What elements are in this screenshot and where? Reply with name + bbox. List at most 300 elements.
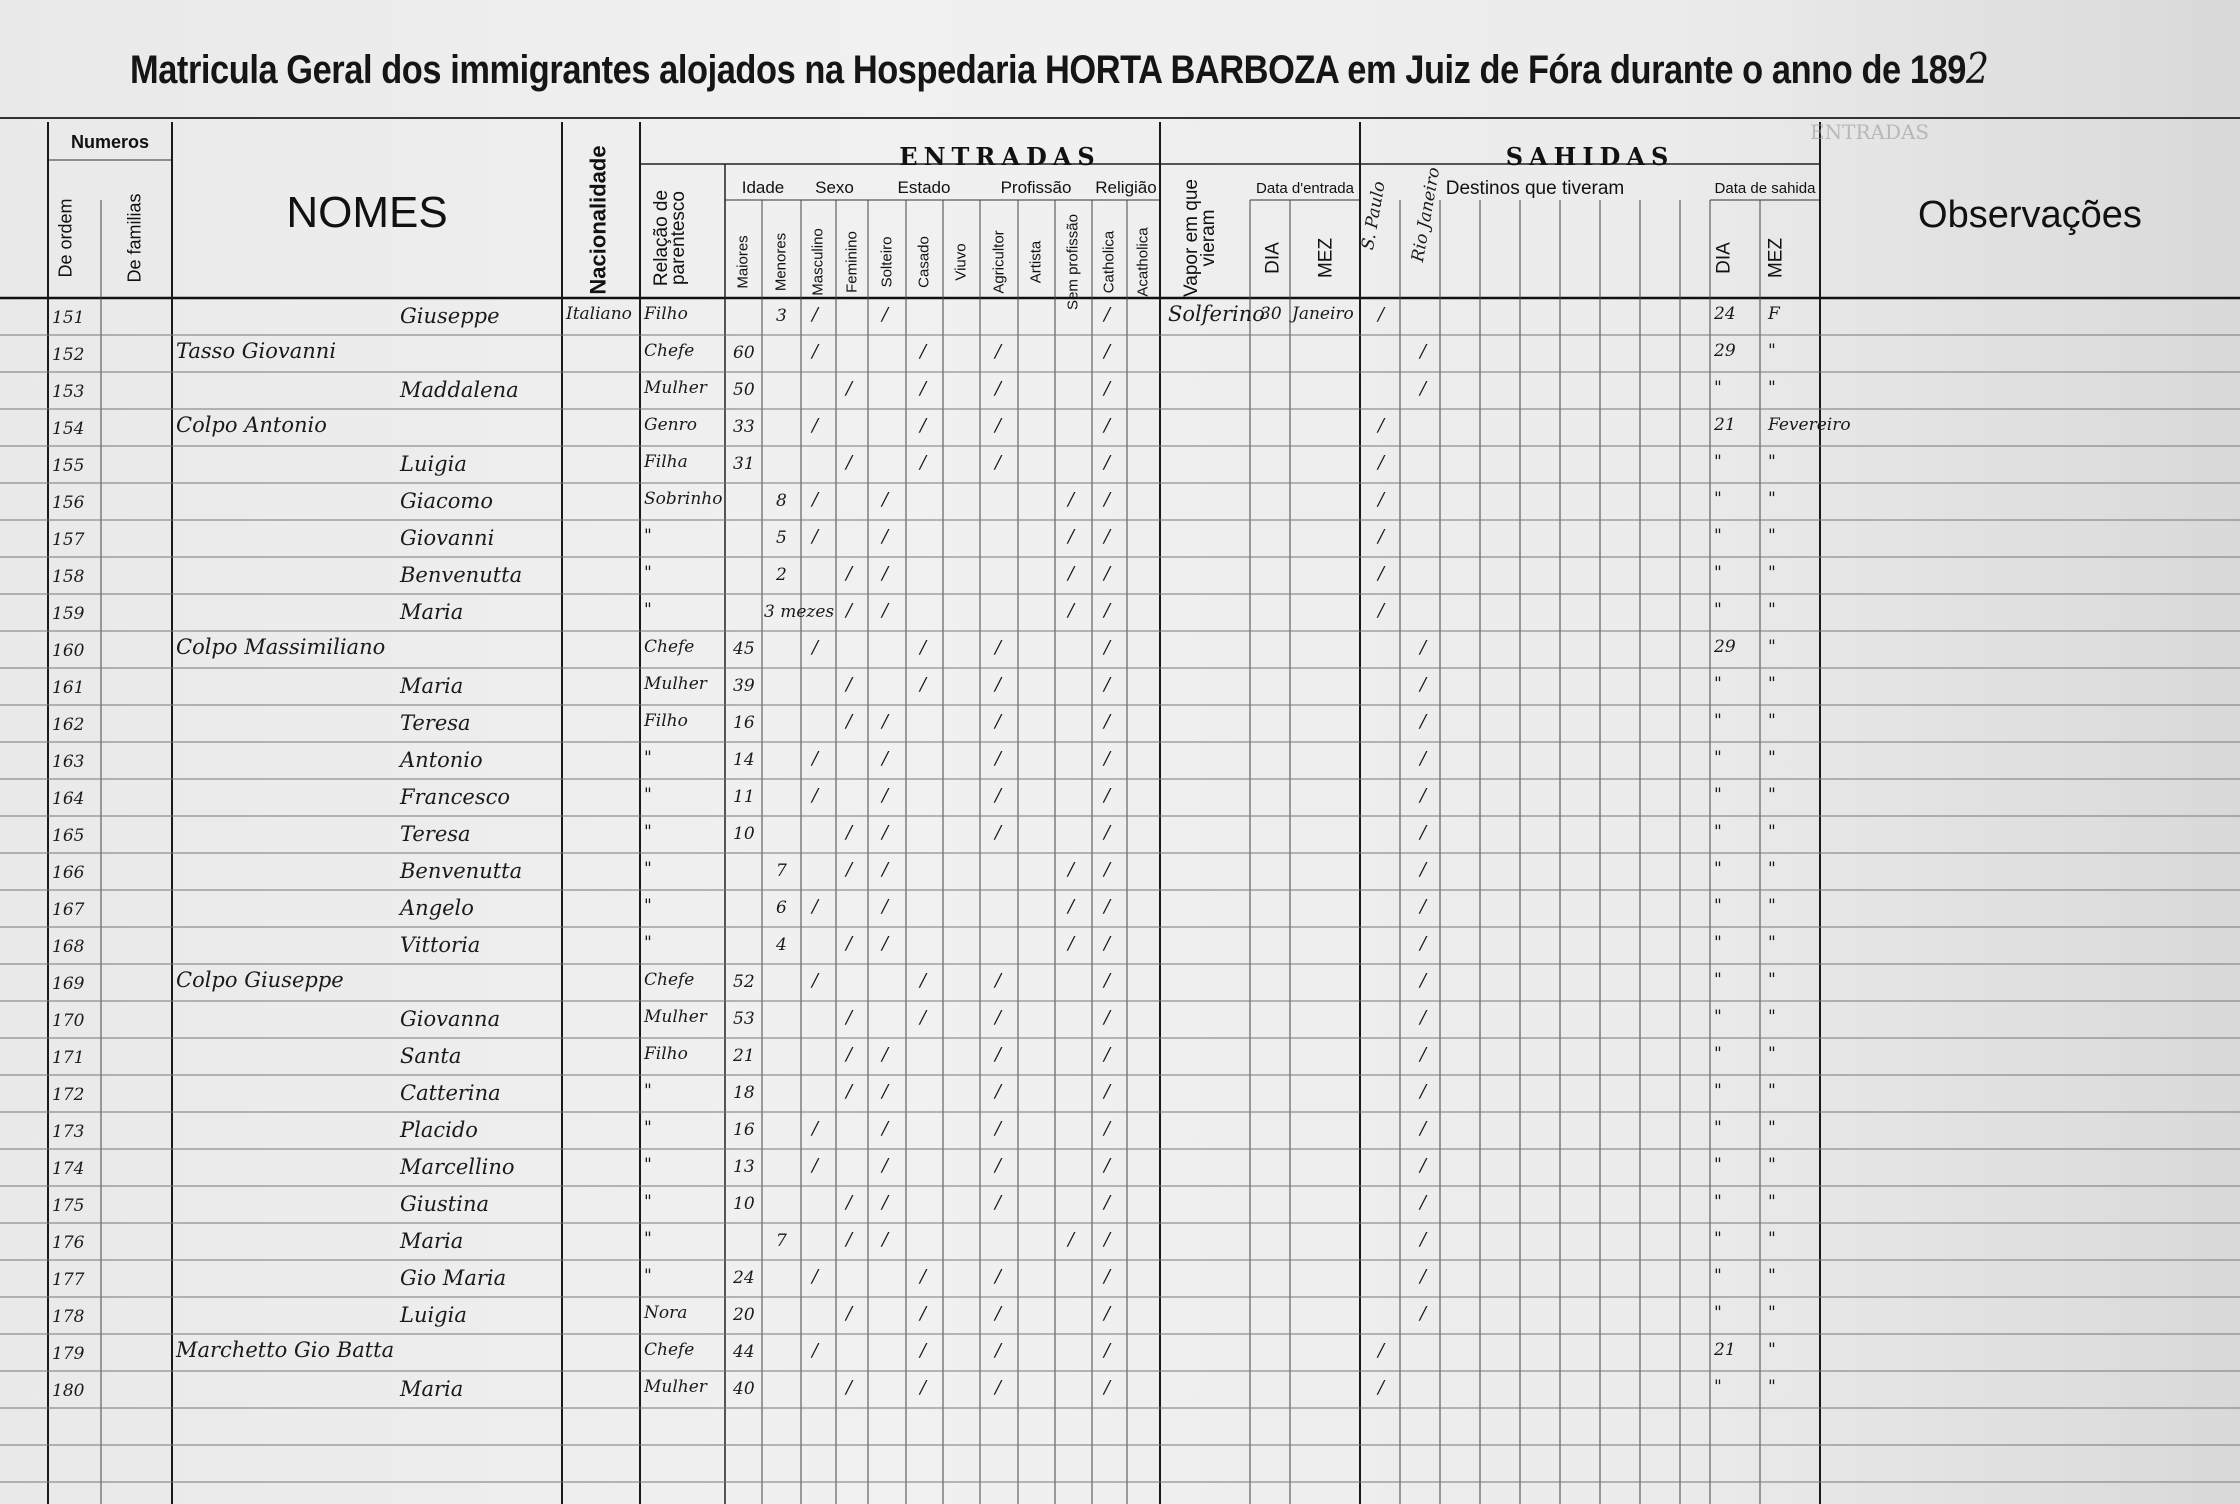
row-sex-mark: /: [812, 526, 819, 547]
row-family-head-name: Tasso Giovanni: [176, 339, 337, 363]
row-age-adult: 10: [733, 1194, 755, 1214]
row-age-adult: 11: [733, 787, 755, 807]
row-exit-month: ": [1768, 970, 1776, 990]
row-religion-mark: /: [1104, 1229, 1111, 1250]
row-civil-status-mark: /: [882, 859, 889, 880]
row-age-adult: 39: [733, 676, 755, 696]
row-sex-mark: /: [846, 859, 853, 880]
row-entry-day: 30: [1260, 304, 1282, 324]
row-destination-mark: /: [1420, 674, 1427, 695]
row-order-number: 169: [52, 974, 85, 994]
row-order-number: 177: [52, 1270, 85, 1290]
row-order-number: 174: [52, 1159, 85, 1179]
row-sex-mark: /: [812, 1118, 819, 1139]
row-sex-mark: /: [846, 711, 853, 732]
row-destination-mark: /: [1420, 1303, 1427, 1324]
row-relation: Genro: [644, 415, 697, 435]
row-sex-mark: /: [812, 637, 819, 658]
row-exit-month: ": [1768, 822, 1776, 842]
row-civil-status-mark: /: [920, 674, 927, 695]
row-civil-status-mark: /: [920, 1303, 927, 1324]
header-de-ordem: De ordem: [55, 198, 76, 278]
row-order-number: 179: [52, 1344, 85, 1364]
row-relation: ": [644, 822, 652, 842]
row-order-number: 162: [52, 715, 85, 735]
header-dia-sahida: DIA: [1713, 242, 1735, 274]
row-destination-mark: /: [1420, 970, 1427, 991]
row-member-name: Gio Maria: [400, 1266, 507, 1290]
title-year-handwritten: 2: [1965, 44, 1989, 93]
row-destination-mark: /: [1420, 748, 1427, 769]
row-order-number: 155: [52, 456, 85, 476]
row-exit-month: ": [1768, 859, 1776, 879]
row-sex-mark: /: [812, 1340, 819, 1361]
row-exit-month: ": [1768, 748, 1776, 768]
header-destinos: Destinos que tiveram: [1445, 178, 1625, 199]
row-relation: Filho: [644, 1044, 688, 1064]
row-exit-month: ": [1768, 1266, 1776, 1286]
header-catholica: Catholica: [1100, 230, 1118, 294]
row-religion-mark: /: [1104, 822, 1111, 843]
row-family-head-name: Marchetto Gio Batta: [176, 1338, 395, 1362]
row-destination-mark: /: [1420, 1118, 1427, 1139]
row-member-name: Santa: [400, 1044, 462, 1068]
row-sex-mark: /: [812, 970, 819, 991]
row-exit-month: F: [1768, 304, 1780, 324]
row-age-adult: 50: [733, 380, 755, 400]
row-religion-mark: /: [1104, 1081, 1111, 1102]
header-sexo: Sexo: [815, 178, 854, 197]
row-age-minor: 8: [776, 491, 787, 511]
row-exit-day: 24: [1714, 304, 1736, 324]
header-acatholica: Acatholica: [1134, 227, 1152, 297]
row-relation: Chefe: [644, 970, 695, 990]
row-sex-mark: /: [846, 674, 853, 695]
row-religion-mark: /: [1104, 859, 1111, 880]
row-exit-day: ": [1714, 748, 1722, 768]
row-destination-mark: /: [1420, 1007, 1427, 1028]
row-member-name: Vittoria: [400, 933, 481, 957]
row-destination-mark: /: [1378, 526, 1385, 547]
row-exit-day: 21: [1714, 415, 1736, 435]
header-numeros: Numeros: [70, 132, 150, 152]
row-order-number: 156: [52, 493, 85, 513]
row-civil-status-mark: /: [882, 711, 889, 732]
row-destination-mark: /: [1420, 896, 1427, 917]
row-age-adult: 60: [733, 343, 755, 363]
row-destination-mark: /: [1378, 563, 1385, 584]
header-casado: Casado: [915, 236, 933, 288]
row-relation: ": [644, 1155, 652, 1175]
header-dia-entrada: DIA: [1262, 242, 1284, 274]
row-profession-mark: /: [995, 1266, 1002, 1287]
row-religion-mark: /: [1104, 304, 1111, 325]
row-member-name: Angelo: [400, 896, 474, 920]
row-relation: Mulher: [644, 378, 707, 398]
row-religion-mark: /: [1104, 674, 1111, 695]
row-family-head-name: Colpo Massimiliano: [176, 635, 386, 659]
row-exit-month: ": [1768, 933, 1776, 953]
row-order-number: 152: [52, 345, 85, 365]
row-order-number: 157: [52, 530, 85, 550]
row-religion-mark: /: [1104, 526, 1111, 547]
row-exit-day: ": [1714, 1118, 1722, 1138]
row-civil-status-mark: /: [920, 1340, 927, 1361]
row-exit-month: ": [1768, 637, 1776, 657]
row-religion-mark: /: [1104, 933, 1111, 954]
row-sex-mark: /: [846, 822, 853, 843]
row-religion-mark: /: [1104, 489, 1111, 510]
row-exit-day: ": [1714, 1377, 1722, 1397]
row-sex-mark: /: [846, 1229, 853, 1250]
row-destination-mark: /: [1420, 1044, 1427, 1065]
row-sex-mark: /: [846, 933, 853, 954]
row-exit-day: ": [1714, 1155, 1722, 1175]
row-relation: Mulher: [644, 674, 707, 694]
row-religion-mark: /: [1104, 1266, 1111, 1287]
dest-col-rio-janeiro: Rio Janeiro: [1408, 165, 1445, 264]
row-profession-mark: /: [995, 1155, 1002, 1176]
row-sex-mark: /: [846, 1192, 853, 1213]
row-civil-status-mark: /: [920, 970, 927, 991]
row-exit-day: ": [1714, 896, 1722, 916]
row-destination-mark: /: [1420, 1155, 1427, 1176]
row-destination-mark: /: [1420, 933, 1427, 954]
row-relation: Chefe: [644, 341, 695, 361]
row-exit-day: ": [1714, 452, 1722, 472]
row-relation: ": [644, 785, 652, 805]
row-destination-mark: /: [1420, 711, 1427, 732]
row-member-name: Giovanni: [400, 526, 495, 550]
row-relation: ": [644, 1118, 652, 1138]
row-exit-day: ": [1714, 1266, 1722, 1286]
row-sex-mark: /: [846, 1044, 853, 1065]
row-religion-mark: /: [1104, 1303, 1111, 1324]
header-idade: Idade: [741, 178, 785, 197]
row-relation: Sobrinho: [644, 489, 723, 509]
row-exit-month: ": [1768, 1007, 1776, 1027]
row-family-head-name: Colpo Giuseppe: [176, 968, 344, 992]
row-member-name: Marcellino: [400, 1155, 515, 1179]
row-civil-status-mark: /: [920, 452, 927, 473]
row-order-number: 175: [52, 1196, 85, 1216]
row-no-profession-mark: /: [1068, 563, 1075, 584]
row-destination-mark: /: [1378, 1340, 1385, 1361]
row-order-number: 173: [52, 1122, 85, 1142]
row-age-adult: 33: [733, 417, 755, 437]
row-civil-status-mark: /: [882, 1044, 889, 1065]
row-order-number: 164: [52, 789, 85, 809]
row-profession-mark: /: [995, 637, 1002, 658]
row-profession-mark: /: [995, 1044, 1002, 1065]
row-religion-mark: /: [1104, 563, 1111, 584]
row-civil-status-mark: /: [882, 933, 889, 954]
header-viuvo: Viuvo: [952, 243, 970, 281]
row-relation: ": [644, 1192, 652, 1212]
row-profession-mark: /: [995, 822, 1002, 843]
row-relation: ": [644, 859, 652, 879]
row-religion-mark: /: [1104, 896, 1111, 917]
row-relation: Mulher: [644, 1377, 707, 1397]
row-exit-month: ": [1768, 1377, 1776, 1397]
row-civil-status-mark: /: [920, 378, 927, 399]
row-order-number: 180: [52, 1381, 85, 1401]
row-profession-mark: /: [995, 415, 1002, 436]
row-religion-mark: /: [1104, 341, 1111, 362]
row-member-name: Maria: [400, 674, 464, 698]
row-order-number: 158: [52, 567, 85, 587]
row-age-adult: 45: [733, 639, 755, 659]
row-destination-mark: /: [1378, 600, 1385, 621]
row-destination-mark: /: [1420, 859, 1427, 880]
row-relation: ": [644, 1081, 652, 1101]
header-nacionalidade: Nacionalidade: [585, 145, 611, 295]
row-ship-name: Solferino: [1168, 302, 1265, 326]
row-member-name: Maria: [400, 1229, 464, 1253]
row-age-minor: 7: [776, 861, 787, 881]
header-agricultor: Agricultor: [990, 230, 1008, 294]
header-feminino: Feminino: [843, 231, 861, 293]
header-mez-entrada: MEZ: [1315, 237, 1337, 279]
row-civil-status-mark: /: [882, 785, 889, 806]
row-religion-mark: /: [1104, 1192, 1111, 1213]
row-profession-mark: /: [995, 1192, 1002, 1213]
row-profession-mark: /: [995, 378, 1002, 399]
row-member-name: Teresa: [400, 711, 471, 735]
row-sex-mark: /: [812, 1155, 819, 1176]
row-profession-mark: /: [995, 970, 1002, 991]
row-relation: Filha: [644, 452, 688, 472]
row-religion-mark: /: [1104, 1118, 1111, 1139]
row-order-number: 163: [52, 752, 85, 772]
row-religion-mark: /: [1104, 415, 1111, 436]
row-exit-day: ": [1714, 711, 1722, 731]
row-profession-mark: /: [995, 1377, 1002, 1398]
row-profession-mark: /: [995, 674, 1002, 695]
row-member-name: Catterina: [400, 1081, 501, 1105]
row-sex-mark: /: [846, 563, 853, 584]
row-exit-day: ": [1714, 526, 1722, 546]
row-exit-day: 29: [1714, 341, 1736, 361]
row-relation: ": [644, 896, 652, 916]
row-order-number: 167: [52, 900, 85, 920]
header-menores: Menores: [772, 232, 790, 292]
row-order-number: 172: [52, 1085, 85, 1105]
row-exit-day: ": [1714, 489, 1722, 509]
row-sex-mark: /: [846, 1007, 853, 1028]
faded-stamp: ENTRADAS: [1810, 120, 1930, 144]
row-member-name: Giacomo: [400, 489, 493, 513]
row-exit-month: ": [1768, 1155, 1776, 1175]
row-exit-month: ": [1768, 452, 1776, 472]
row-exit-month: Fevereiro: [1768, 415, 1851, 435]
row-civil-status-mark: /: [882, 748, 889, 769]
row-civil-status-mark: /: [882, 822, 889, 843]
row-sex-mark: /: [846, 1081, 853, 1102]
header-nomes: NOMES: [286, 188, 448, 237]
row-age-adult: 13: [733, 1157, 755, 1177]
row-order-number: 153: [52, 382, 85, 402]
row-destination-mark: /: [1420, 378, 1427, 399]
row-relation: Chefe: [644, 1340, 695, 1360]
row-destination-mark: /: [1420, 1266, 1427, 1287]
row-order-number: 168: [52, 937, 85, 957]
row-profession-mark: /: [995, 748, 1002, 769]
row-exit-day: 21: [1714, 1340, 1736, 1360]
row-destination-mark: /: [1378, 304, 1385, 325]
row-civil-status-mark: /: [882, 600, 889, 621]
row-member-name: Francesco: [400, 785, 511, 809]
row-sex-mark: /: [812, 341, 819, 362]
row-member-name: Placido: [400, 1118, 478, 1142]
row-order-number: 154: [52, 419, 85, 439]
row-member-name: Giovanna: [400, 1007, 501, 1031]
row-member-name: Antonio: [400, 748, 483, 772]
row-religion-mark: /: [1104, 378, 1111, 399]
header-solteiro: Solteiro: [878, 236, 896, 288]
header-religiao: Religião: [1095, 178, 1157, 197]
row-age-minor: 2: [776, 565, 787, 585]
row-exit-month: ": [1768, 1340, 1776, 1360]
row-exit-month: ": [1768, 674, 1776, 694]
row-no-profession-mark: /: [1068, 1229, 1075, 1250]
row-destination-mark: /: [1378, 489, 1385, 510]
header-profissao: Profissão: [1000, 178, 1072, 197]
row-religion-mark: /: [1104, 637, 1111, 658]
row-profession-mark: /: [995, 1081, 1002, 1102]
row-exit-day: ": [1714, 563, 1722, 583]
row-profession-mark: /: [995, 452, 1002, 473]
row-age-adult: 31: [733, 454, 755, 474]
row-age-minor: 5: [776, 528, 787, 548]
row-religion-mark: /: [1104, 452, 1111, 473]
row-exit-month: ": [1768, 1081, 1776, 1101]
row-civil-status-mark: /: [882, 304, 889, 325]
row-relation: ": [644, 563, 652, 583]
row-age-adult: 44: [733, 1342, 755, 1362]
row-destination-mark: /: [1420, 822, 1427, 843]
row-exit-day: ": [1714, 822, 1722, 842]
row-sex-mark: /: [812, 785, 819, 806]
row-no-profession-mark: /: [1068, 933, 1075, 954]
row-exit-day: ": [1714, 674, 1722, 694]
row-profession-mark: /: [995, 785, 1002, 806]
row-civil-status-mark: /: [920, 1377, 927, 1398]
header-masculino: Masculino: [809, 228, 827, 296]
header-estado: Estado: [897, 178, 951, 197]
row-civil-status-mark: /: [920, 1007, 927, 1028]
row-exit-month: ": [1768, 1118, 1776, 1138]
row-order-number: 166: [52, 863, 85, 883]
row-age-adult: 21: [733, 1046, 755, 1066]
header-data-entrada: Data d'entrada: [1256, 180, 1354, 197]
row-age-adult: 16: [733, 1120, 755, 1140]
row-religion-mark: /: [1104, 1155, 1111, 1176]
row-religion-mark: /: [1104, 970, 1111, 991]
row-sex-mark: /: [812, 1266, 819, 1287]
header-de-familias: De familias: [124, 193, 145, 283]
row-civil-status-mark: /: [920, 1266, 927, 1287]
row-profession-mark: /: [995, 1118, 1002, 1139]
row-age-adult: 14: [733, 750, 755, 770]
row-destination-mark: /: [1420, 785, 1427, 806]
row-sex-mark: /: [846, 1303, 853, 1324]
row-exit-day: ": [1714, 1007, 1722, 1027]
row-destination-mark: /: [1420, 1229, 1427, 1250]
row-religion-mark: /: [1104, 1340, 1111, 1361]
row-sex-mark: /: [812, 415, 819, 436]
row-order-number: 151: [52, 308, 85, 328]
row-exit-day: ": [1714, 1081, 1722, 1101]
row-order-number: 170: [52, 1011, 85, 1031]
row-age-adult: 53: [733, 1009, 755, 1029]
header-mez-sahida: MEZ: [1765, 237, 1787, 279]
row-religion-mark: /: [1104, 1007, 1111, 1028]
row-exit-day: ": [1714, 1192, 1722, 1212]
row-member-name: Benvenutta: [400, 563, 523, 587]
row-profession-mark: /: [995, 341, 1002, 362]
row-profession-mark: /: [995, 1340, 1002, 1361]
header-relacao: Relação de parentesco: [651, 189, 689, 287]
row-exit-day: ": [1714, 933, 1722, 953]
row-exit-month: ": [1768, 1192, 1776, 1212]
row-civil-status-mark: /: [920, 341, 927, 362]
row-civil-status-mark: /: [882, 896, 889, 917]
header-sem-profissao: Sem profissão: [1064, 214, 1082, 310]
row-destination-mark: /: [1420, 1192, 1427, 1213]
row-relation: ": [644, 748, 652, 768]
row-relation: Filho: [644, 304, 688, 324]
row-destination-mark: /: [1420, 341, 1427, 362]
row-exit-month: ": [1768, 1229, 1776, 1249]
row-civil-status-mark: /: [882, 1192, 889, 1213]
row-relation: Chefe: [644, 637, 695, 657]
row-profession-mark: /: [995, 711, 1002, 732]
row-member-name: Maria: [400, 600, 464, 624]
row-civil-status-mark: /: [882, 563, 889, 584]
row-age-minor: 7: [776, 1231, 787, 1251]
row-exit-day: ": [1714, 1229, 1722, 1249]
row-relation: ": [644, 526, 652, 546]
row-order-number: 160: [52, 641, 85, 661]
row-no-profession-mark: /: [1068, 526, 1075, 547]
row-relation: ": [644, 933, 652, 953]
row-exit-day: ": [1714, 785, 1722, 805]
row-age-adult: 10: [733, 824, 755, 844]
row-age-minor: 3 mezes: [764, 602, 835, 622]
row-age-adult: 16: [733, 713, 755, 733]
row-exit-month: ": [1768, 378, 1776, 398]
row-relation: ": [644, 1229, 652, 1249]
row-sex-mark: /: [812, 304, 819, 325]
row-religion-mark: /: [1104, 785, 1111, 806]
header-maiores: Maiores: [734, 235, 752, 289]
row-exit-day: ": [1714, 378, 1722, 398]
row-age-adult: 40: [733, 1379, 755, 1399]
row-no-profession-mark: /: [1068, 489, 1075, 510]
row-no-profession-mark: /: [1068, 859, 1075, 880]
row-destination-mark: /: [1378, 452, 1385, 473]
row-civil-status-mark: /: [882, 1081, 889, 1102]
row-family-head-name: Colpo Antonio: [176, 413, 327, 437]
row-exit-day: ": [1714, 1303, 1722, 1323]
row-religion-mark: /: [1104, 600, 1111, 621]
row-member-name: Luigia: [400, 452, 467, 476]
header-data-sahida: Data de sahida: [1714, 180, 1816, 197]
row-exit-month: ": [1768, 341, 1776, 361]
header-vapor: Vapor em que vieram: [1181, 179, 1219, 297]
row-exit-month: ": [1768, 526, 1776, 546]
